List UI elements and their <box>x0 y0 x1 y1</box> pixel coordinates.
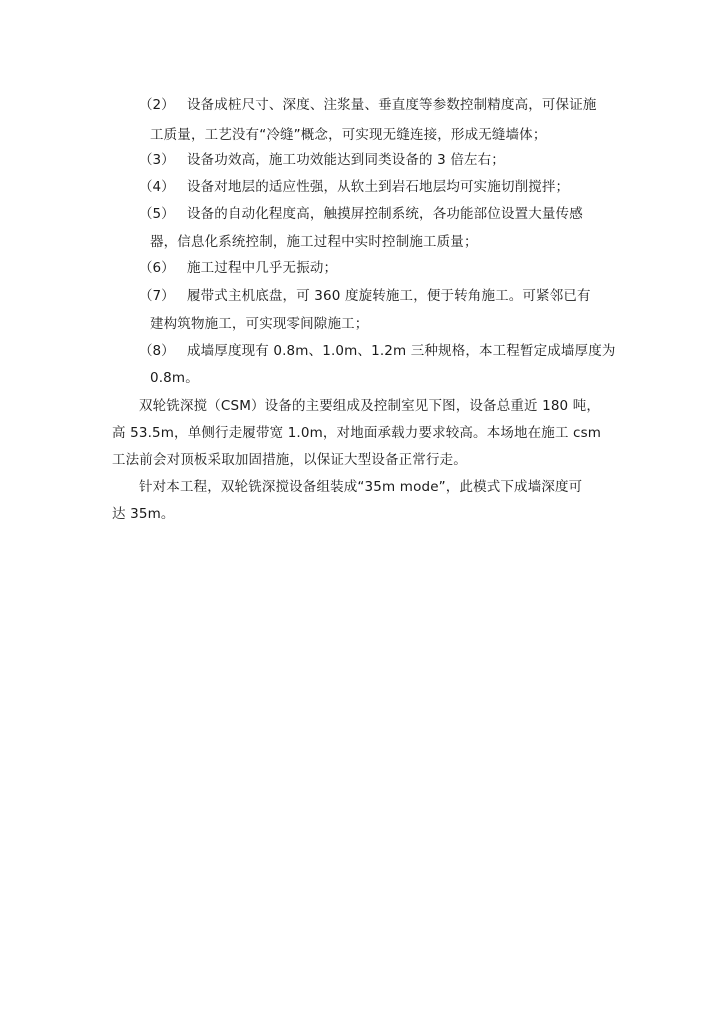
item-text: 施工过程中几乎无振动； <box>187 260 338 276</box>
item-text: 设备的自动化程度高，触摸屏控制系统，各功能部位设置大量传感 <box>187 206 583 222</box>
paragraph-line: 工法前会对顶板采取加固措施，以保证大型设备正常行走。 <box>112 452 467 468</box>
item-number: （4） <box>139 179 175 195</box>
paragraph-line: 达 35m。 <box>112 506 175 522</box>
item-text-continued: 工质量，工艺没有“冷缝”概念，可实现无缝连接，形成无缝墙体； <box>150 127 547 143</box>
item-text-continued: 0.8m。 <box>150 370 199 386</box>
item-text: 履带式主机底盘，可 360 度旋转施工，便于转角施工。可紧邻已有 <box>187 288 591 304</box>
item-number: （5） <box>139 206 175 222</box>
item-text-continued: 建构筑物施工，可实现零间隙施工； <box>150 316 369 332</box>
paragraph-line: 针对本工程，双轮铣深搅设备组装成“35m mode”，此模式下成墙深度可 <box>139 479 583 495</box>
item-number: （3） <box>139 152 175 168</box>
paragraph-line: 高 53.5m，单侧行走履带宽 1.0m，对地面承载力要求较高。本场地在施工 csm <box>112 425 602 441</box>
item-text: 设备对地层的适应性强，从软土到岩石地层均可实施切削搅拌； <box>187 179 570 195</box>
item-text-continued: 器，信息化系统控制，施工过程中实时控制施工质量； <box>150 234 478 250</box>
paragraph-line: 双轮铣深搅（CSM）设备的主要组成及控制室见下图，设备总重近 180 吨， <box>139 398 601 414</box>
item-number: （6） <box>139 260 175 276</box>
item-number: （2） <box>139 97 175 113</box>
item-text: 成墙厚度现有 0.8m、1.0m、1.2m 三种规格，本工程暂定成墙厚度为 <box>187 343 616 359</box>
item-text: 设备功效高，施工功效能达到同类设备的 3 倍左右； <box>187 152 505 168</box>
item-number: （8） <box>139 343 175 359</box>
item-number: （7） <box>139 288 175 304</box>
item-text: 设备成桩尺寸、深度、注浆量、垂直度等参数控制精度高，可保证施 <box>187 97 597 113</box>
